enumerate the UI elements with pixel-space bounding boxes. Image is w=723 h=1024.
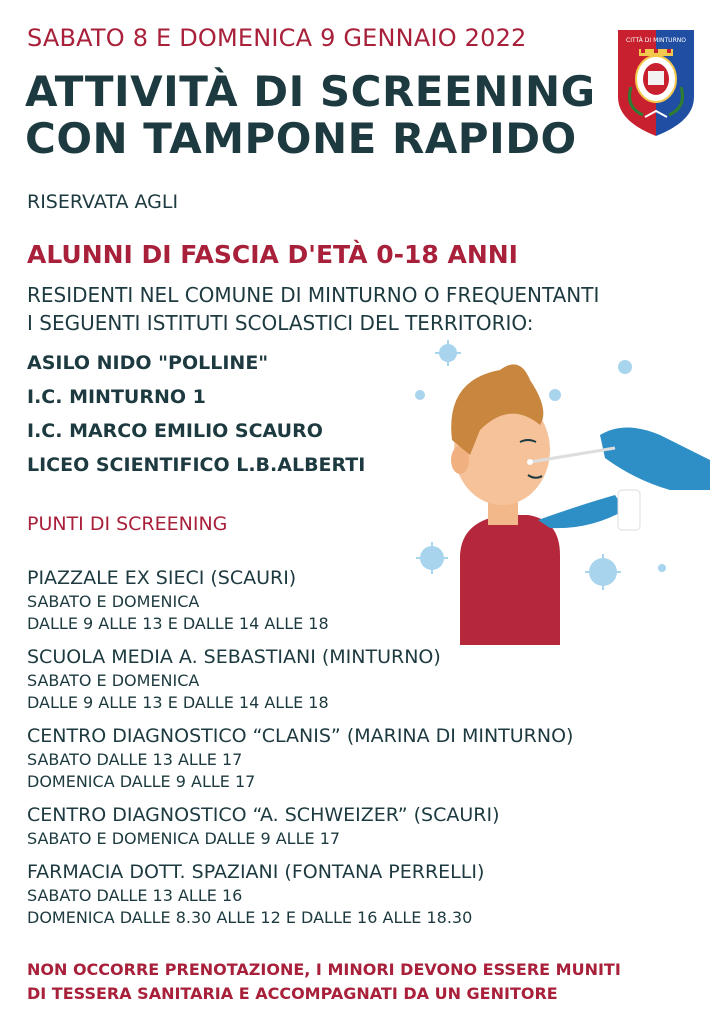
audience-heading: ALUNNI DI FASCIA D'ETÀ 0-18 ANNI [27,240,518,269]
screening-point-hours: SABATO E DOMENICA DALLE 9 ALLE 17 [27,829,341,848]
event-date: SABATO 8 E DOMENICA 9 GENNAIO 2022 [27,24,527,52]
residents-line-1: RESIDENTI NEL COMUNE DI MINTURNO O FREQUENTANTI [27,283,600,307]
screening-point-hours: DOMENICA DALLE 9 ALLE 17 [27,772,256,791]
screening-point-hours: SABATO DALLE 13 ALLE 16 [27,886,243,905]
screening-point-hours: SABATO E DOMENICA [27,671,200,690]
screening-point-hours: DALLE 9 ALLE 13 E DALLE 14 ALLE 18 [27,614,329,633]
screening-point [27,723,573,793]
title-line-1: ATTIVITÀ DI SCREENING [25,67,596,116]
school-item: LICEO SCIENTIFICO L.B.ALBERTI [27,454,366,476]
city-crest-icon [615,27,697,139]
screening-point-hours: DALLE 9 ALLE 13 E DALLE 14 ALLE 18 [27,693,329,712]
crest-text: CITTÀ DI MINTURNO [626,37,686,44]
screening-point-hours: SABATO DALLE 13 ALLE 17 [27,750,243,769]
school-item: I.C. MINTURNO 1 [27,386,206,408]
school-item: I.C. MARCO EMILIO SCAURO [27,420,323,442]
residents-text [27,281,599,337]
screening-point-name: SCUOLA MEDIA A. SEBASTIANI (MINTURNO) [27,646,441,668]
screening-point-name: PIAZZALE EX SIECI (SCAURI) [27,567,297,589]
screening-point-name: CENTRO DIAGNOSTICO “CLANIS” (MARINA DI MINTURNO) [27,725,574,747]
residents-line-2: I SEGUENTI ISTITUTI SCOLASTICI DEL TERRITORIO: [27,311,534,335]
schools-list [27,350,365,486]
screening-point [27,565,573,635]
reserved-label: RISERVATA AGLI [27,191,179,213]
screening-point [27,644,573,714]
screening-point-hours: DOMENICA DALLE 8.30 ALLE 12 E DALLE 16 ALLE 18.30 [27,908,473,927]
page-title [25,68,596,162]
title-line-2: CON TAMPONE RAPIDO [25,114,577,163]
screening-points-list [27,565,573,938]
screening-point [27,802,573,850]
school-item: ASILO NIDO "POLLINE" [27,352,269,374]
screening-points-heading: PUNTI DI SCREENING [27,513,228,535]
booking-note-line-2: DI TESSERA SANITARIA E ACCOMPAGNATI DA UN GENITORE [27,984,558,1003]
screening-point-hours: SABATO E DOMENICA [27,592,200,611]
booking-note-line-1: NON OCCORRE PRENOTAZIONE, I MINORI DEVONO ESSERE MUNITI [27,960,621,979]
booking-note [27,958,621,1006]
screening-point [27,859,573,929]
screening-point-name: CENTRO DIAGNOSTICO “A. SCHWEIZER” (SCAURI) [27,804,500,826]
screening-point-name: FARMACIA DOTT. SPAZIANI (FONTANA PERRELLI) [27,861,485,883]
